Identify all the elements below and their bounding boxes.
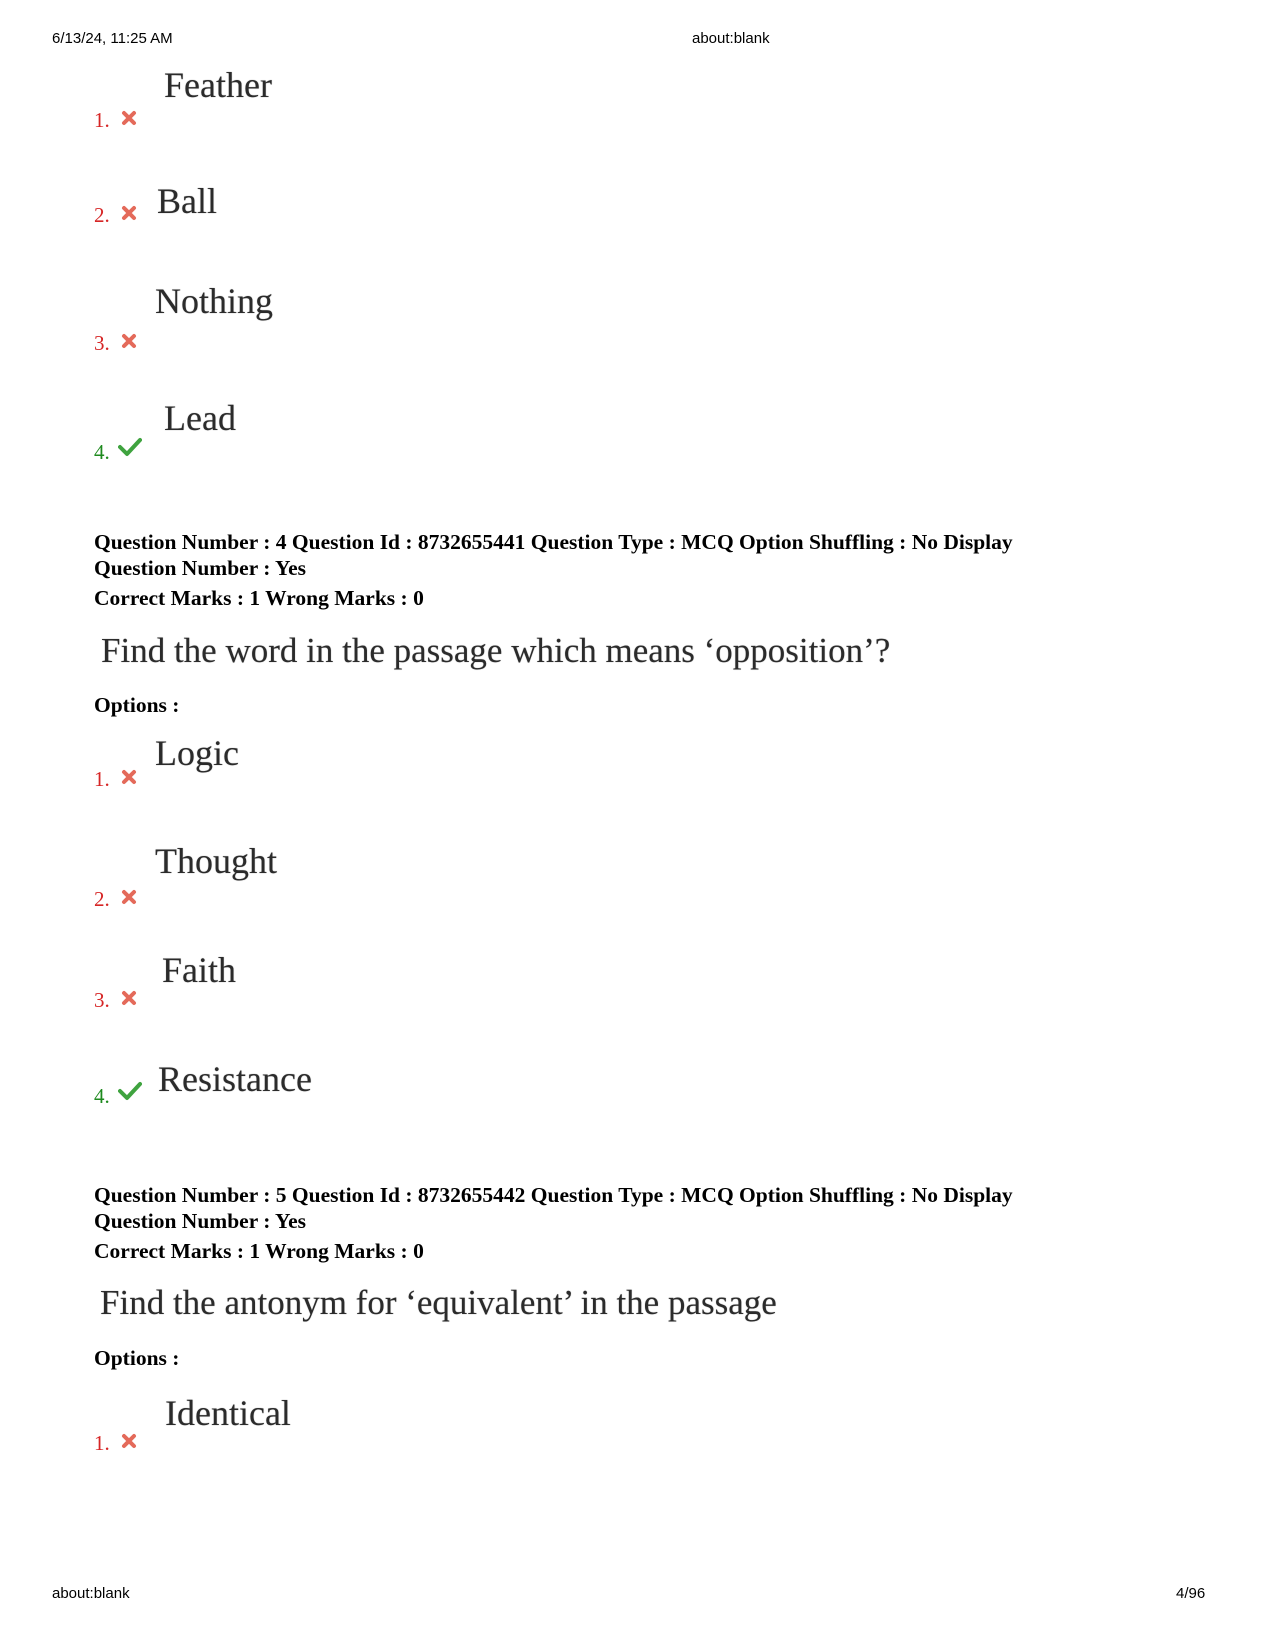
option-number: 2. — [94, 887, 110, 911]
option-number: 4. — [94, 1084, 110, 1108]
option-text: Ball — [157, 181, 217, 221]
question-text: Find the word in the passage which means ‘opposition’? — [101, 631, 891, 670]
cross-icon — [121, 205, 137, 221]
cross-icon — [121, 990, 137, 1006]
question-text: Find the antonym for ‘equivalent’ in the passage — [100, 1283, 777, 1322]
question-marks: Correct Marks : 1 Wrong Marks : 0 — [94, 1239, 424, 1263]
question-marks: Correct Marks : 1 Wrong Marks : 0 — [94, 586, 424, 610]
option-number: 1. — [94, 767, 110, 791]
option-number: 1. — [94, 1431, 110, 1455]
footer-url: about:blank — [52, 1585, 130, 1602]
option-text: Nothing — [155, 281, 274, 321]
page-number: 4/96 — [1176, 1585, 1206, 1602]
option-number: 1. — [94, 108, 110, 132]
option-number: 3. — [94, 988, 110, 1012]
question-meta-line1: Question Number : 4 Question Id : 8732655441 Question Type : MCQ Option Shuffling : No Display — [94, 530, 1013, 554]
cross-icon — [121, 333, 137, 349]
print-url: about:blank — [692, 30, 770, 47]
option-text: Faith — [162, 950, 237, 990]
option-number: 4. — [94, 440, 110, 464]
cross-icon — [121, 110, 137, 126]
options-label: Options : — [94, 693, 180, 717]
option-text: Lead — [164, 398, 236, 438]
print-datetime: 6/13/24, 11:25 AM — [52, 30, 173, 47]
question-meta-line2: Question Number : Yes — [94, 556, 307, 580]
question-meta-line2: Question Number : Yes — [94, 1209, 307, 1233]
question-meta-line1: Question Number : 5 Question Id : 8732655442 Question Type : MCQ Option Shuffling : No Display — [94, 1183, 1013, 1207]
option-number: 3. — [94, 331, 110, 355]
option-text: Feather — [164, 65, 272, 105]
option-number: 2. — [94, 203, 110, 227]
check-icon — [118, 1081, 142, 1101]
option-text: Identical — [165, 1393, 291, 1433]
cross-icon — [121, 1433, 137, 1449]
option-text: Resistance — [158, 1059, 312, 1099]
option-text: Thought — [155, 841, 277, 881]
options-label: Options : — [94, 1346, 180, 1370]
option-text: Logic — [155, 733, 239, 773]
check-icon — [118, 437, 142, 457]
cross-icon — [121, 769, 137, 785]
cross-icon — [121, 889, 137, 905]
